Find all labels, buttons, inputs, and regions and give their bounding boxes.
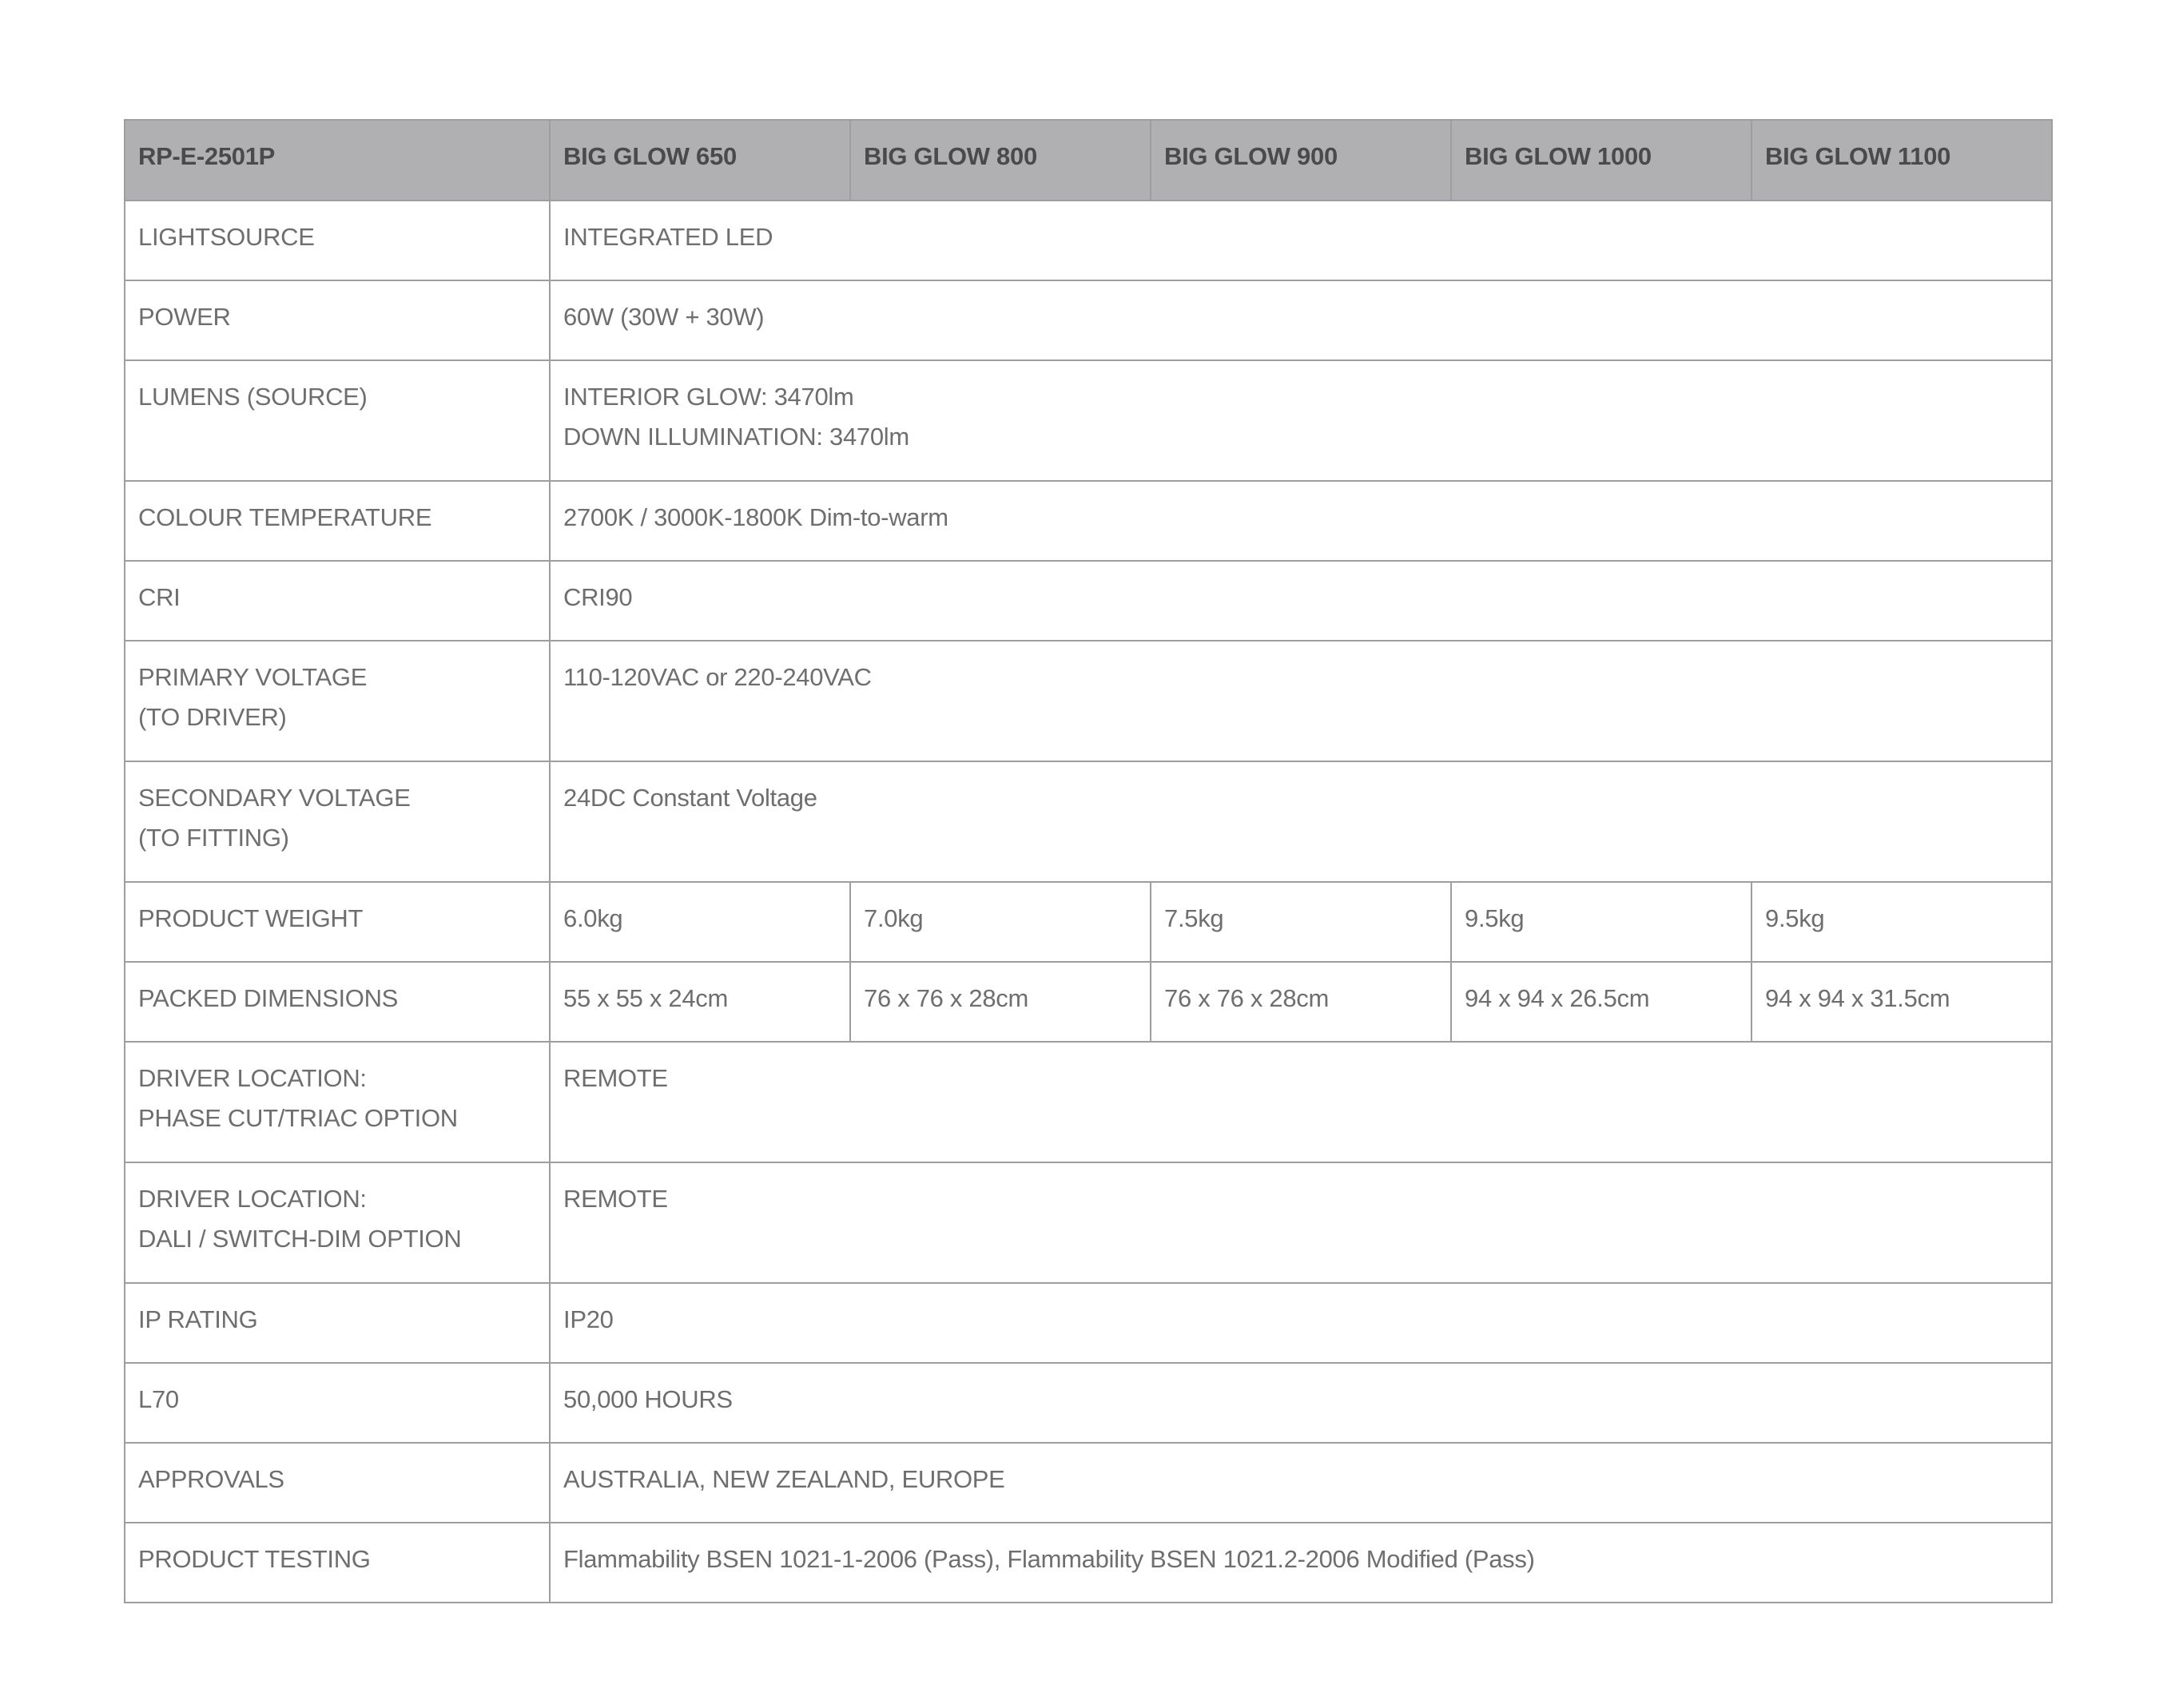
value-line: INTERIOR GLOW: 3470lm xyxy=(563,383,854,411)
row-value xyxy=(550,360,2052,481)
dimensions-big-glow-1000: 94 x 94 x 26.5cm xyxy=(1451,962,1752,1042)
label-line: PACKED DIMENSIONS xyxy=(138,984,399,1012)
header-big-glow-800: BIG GLOW 800 xyxy=(850,120,1151,201)
dimensions-big-glow-1100: 94 x 94 x 31.5cm xyxy=(1752,962,2052,1042)
header-big-glow-1000: BIG GLOW 1000 xyxy=(1451,120,1752,201)
label-line: (TO DRIVER) xyxy=(138,703,287,731)
row-approvals xyxy=(125,1443,2052,1523)
row-label xyxy=(125,761,550,882)
value-line: 2700K / 3000K-1800K Dim-to-warm xyxy=(563,503,948,531)
value-line: 50,000 HOURS xyxy=(563,1385,733,1413)
row-value xyxy=(550,761,2052,882)
weight-big-glow-800: 7.0kg xyxy=(850,882,1151,962)
label-line: PRODUCT WEIGHT xyxy=(138,904,364,932)
row-value xyxy=(550,1443,2052,1523)
header-row xyxy=(125,120,2052,201)
row-label xyxy=(125,1523,550,1603)
row-label xyxy=(125,360,550,481)
row-value xyxy=(550,1523,2052,1603)
label-line: LIGHTSOURCE xyxy=(138,223,315,251)
row-l70 xyxy=(125,1363,2052,1443)
row-cri xyxy=(125,561,2052,641)
row-label xyxy=(125,962,550,1042)
row-value xyxy=(550,561,2052,641)
table-header xyxy=(125,120,2052,201)
label-line: APPROVALS xyxy=(138,1465,284,1493)
row-label xyxy=(125,1363,550,1443)
row-lightsource xyxy=(125,201,2052,280)
row-product-weight xyxy=(125,882,2052,962)
row-value xyxy=(550,280,2052,360)
row-value xyxy=(550,201,2052,280)
value-line: REMOTE xyxy=(563,1064,668,1092)
value-line: IP20 xyxy=(563,1305,614,1333)
value-line: Flammability BSEN 1021-1-2006 (Pass), Flammability BSEN 1021.2-2006 Modified (Pass) xyxy=(563,1545,1535,1573)
label-line: DRIVER LOCATION: xyxy=(138,1064,367,1092)
value-line: DOWN ILLUMINATION: 3470lm xyxy=(563,423,909,451)
label-line: PHASE CUT/TRIAC OPTION xyxy=(138,1104,458,1132)
dimensions-big-glow-900: 76 x 76 x 28cm xyxy=(1151,962,1451,1042)
dimensions-big-glow-800: 76 x 76 x 28cm xyxy=(850,962,1151,1042)
label-line: PRODUCT TESTING xyxy=(138,1545,371,1573)
spec-table xyxy=(124,119,2053,1603)
row-ip-rating xyxy=(125,1283,2052,1363)
row-driver-phase-cut xyxy=(125,1042,2052,1162)
row-value xyxy=(550,1283,2052,1363)
row-label xyxy=(125,481,550,561)
value-line: CRI90 xyxy=(563,583,633,611)
header-model-code: RP-E-2501P xyxy=(125,120,550,201)
row-label xyxy=(125,882,550,962)
weight-big-glow-900: 7.5kg xyxy=(1151,882,1451,962)
row-value xyxy=(550,641,2052,761)
row-label xyxy=(125,1443,550,1523)
row-packed-dimensions xyxy=(125,962,2052,1042)
row-power xyxy=(125,280,2052,360)
label-line: POWER xyxy=(138,303,231,331)
row-driver-dali xyxy=(125,1162,2052,1283)
label-line: DALI / SWITCH-DIM OPTION xyxy=(138,1225,462,1253)
row-label xyxy=(125,561,550,641)
header-big-glow-650: BIG GLOW 650 xyxy=(550,120,850,201)
row-label xyxy=(125,1162,550,1283)
row-secondary-voltage xyxy=(125,761,2052,882)
row-value xyxy=(550,1162,2052,1283)
label-line: IP RATING xyxy=(138,1305,258,1333)
label-line: (TO FITTING) xyxy=(138,824,289,852)
value-line: REMOTE xyxy=(563,1185,668,1213)
row-primary-voltage xyxy=(125,641,2052,761)
row-label xyxy=(125,641,550,761)
row-value xyxy=(550,481,2052,561)
row-label xyxy=(125,1042,550,1162)
label-line: LUMENS (SOURCE) xyxy=(138,383,368,411)
label-line: COLOUR TEMPERATURE xyxy=(138,503,432,531)
value-line: 24DC Constant Voltage xyxy=(563,784,817,812)
header-big-glow-1100: BIG GLOW 1100 xyxy=(1752,120,2052,201)
row-value xyxy=(550,1363,2052,1443)
value-line: AUSTRALIA, NEW ZEALAND, EUROPE xyxy=(563,1465,1005,1493)
row-label xyxy=(125,280,550,360)
row-value xyxy=(550,1042,2052,1162)
weight-big-glow-1100: 9.5kg xyxy=(1752,882,2052,962)
row-label xyxy=(125,1283,550,1363)
label-line: CRI xyxy=(138,583,181,611)
row-colour-temperature xyxy=(125,481,2052,561)
row-product-testing xyxy=(125,1523,2052,1603)
value-line: INTEGRATED LED xyxy=(563,223,773,251)
value-line: 110-120VAC or 220-240VAC xyxy=(563,663,872,691)
weight-big-glow-650: 6.0kg xyxy=(550,882,850,962)
value-line: 60W (30W + 30W) xyxy=(563,303,765,331)
label-line: SECONDARY VOLTAGE xyxy=(138,784,411,812)
row-lumens xyxy=(125,360,2052,481)
header-big-glow-900: BIG GLOW 900 xyxy=(1151,120,1451,201)
label-line: DRIVER LOCATION: xyxy=(138,1185,367,1213)
row-label xyxy=(125,201,550,280)
label-line: L70 xyxy=(138,1385,179,1413)
label-line: PRIMARY VOLTAGE xyxy=(138,663,368,691)
weight-big-glow-1000: 9.5kg xyxy=(1451,882,1752,962)
dimensions-big-glow-650: 55 x 55 x 24cm xyxy=(550,962,850,1042)
